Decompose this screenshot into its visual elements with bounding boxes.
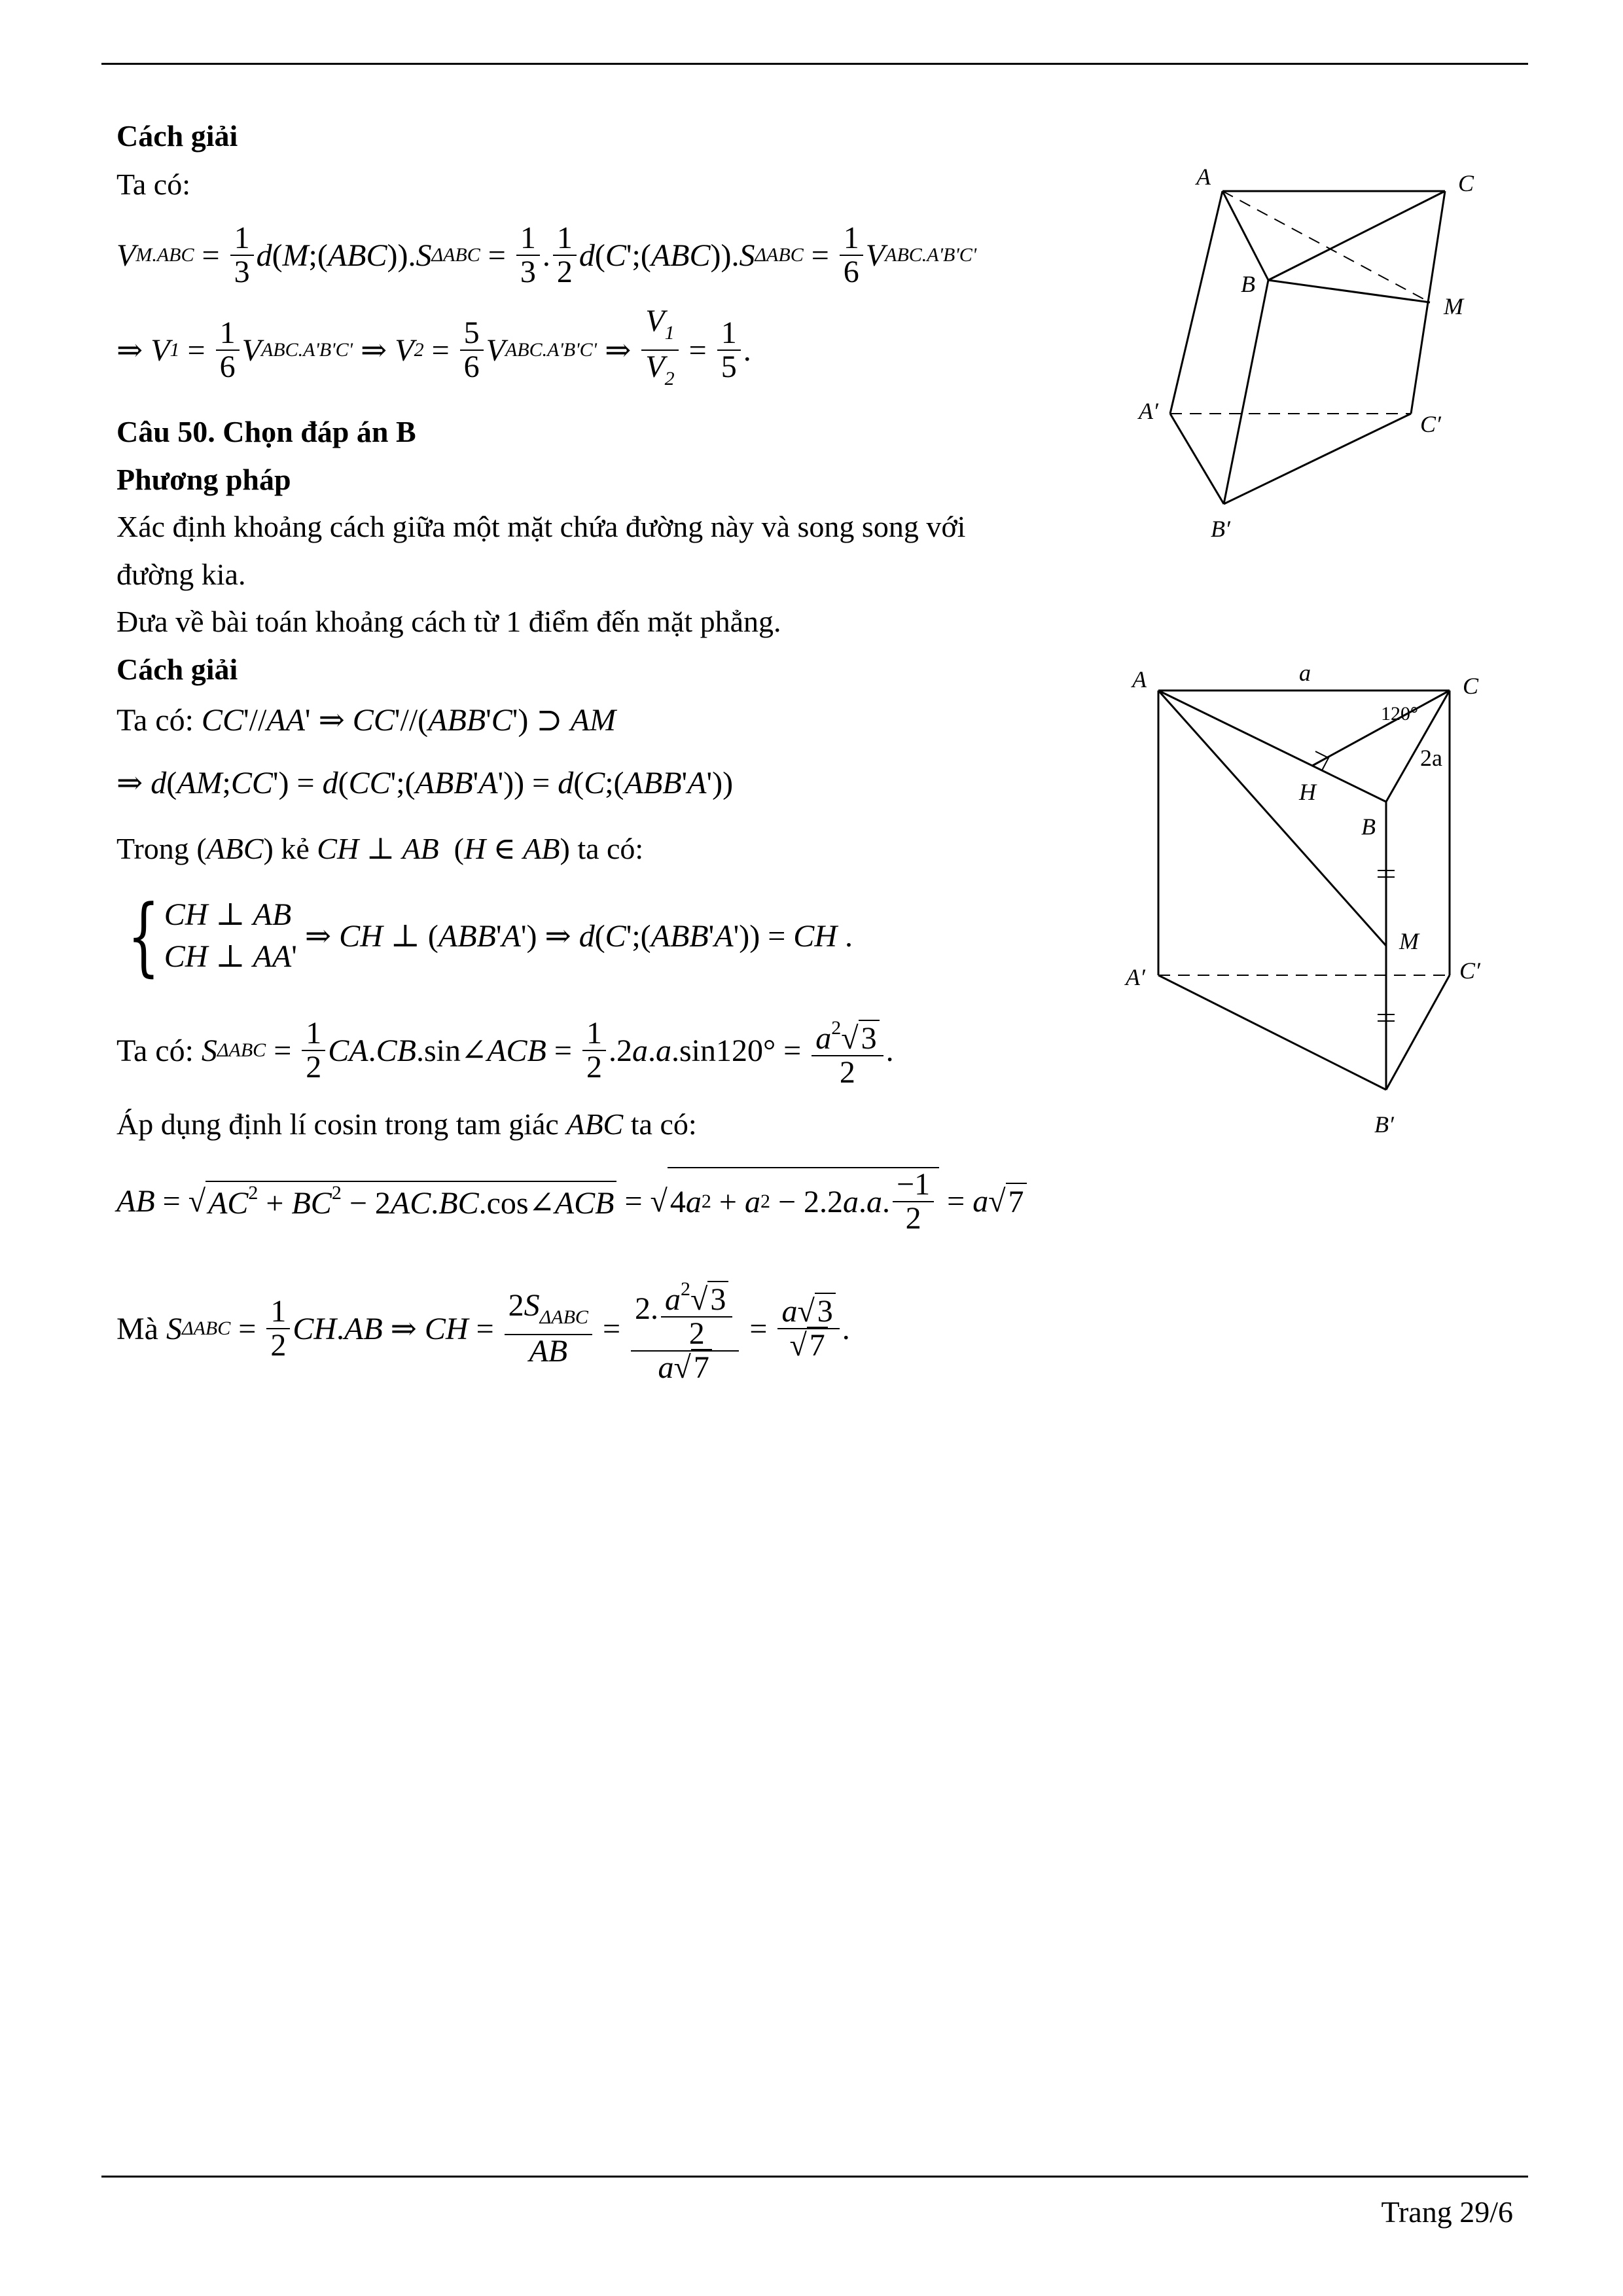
fig2-label-A: A (1132, 666, 1147, 692)
fig1-label-C: C (1458, 170, 1474, 196)
cosine-line (116, 1105, 697, 1144)
equation-volume-mabc: V M.ABC = $\frac{1}{3}$ d ( M ;( ABC )). S ΔABC = $\frac{1}{3}$ . $\frac{1}{2}$ d ( C ';( ABC )). S ΔABC = $\frac{1}{6}$ V ABC.A'B'C' (116, 221, 977, 289)
fig2-label-M: M (1399, 928, 1419, 954)
fig1-label-B-prime: B′ (1211, 516, 1230, 542)
page-number: Trang 29/6 (1381, 2195, 1513, 2229)
trong-label: Trong (116, 831, 189, 865)
solution-heading-1: Cách giải (116, 119, 238, 152)
solution-heading-2: Cách giải (116, 653, 238, 686)
cosine-triangle: ABC (566, 1107, 624, 1141)
fig2-label-C: C (1463, 673, 1479, 699)
fig1-label-A: A (1196, 164, 1211, 190)
method-heading: Phương pháp (116, 463, 291, 496)
equation-area: Ta có: S ΔABC = $\frac{1}{2}$ CA . CB .sin∠ ACB = $\frac{1}{2}$ .2 a . a .sin120° = $\frac{a^2√3}{2}$ . (116, 1008, 894, 1093)
ta-co-2: Ta có: (116, 702, 194, 738)
header-rule (101, 63, 1528, 65)
question-title: Câu 50. Chọn đáp án B (116, 415, 416, 448)
fig2-label-angle: 120° (1381, 703, 1418, 725)
method-line-3: Đưa về bài toán khoảng cách từ 1 điểm đến mặt phẳng. (116, 605, 781, 638)
method-line-2: đường kia. (116, 558, 246, 591)
ke-label: kẻ (281, 831, 310, 865)
cosine-text: Áp dụng định lí cosin trong tam giác (116, 1107, 559, 1141)
fig1-label-C-prime: C′ (1420, 411, 1441, 437)
equation-distance: ⇒ d ( AM ; CC ') = d ( CC ';( ABB ' A ')) = d ( C ;( ABB ' A ')) (116, 765, 734, 800)
fig1-label-M: M (1444, 293, 1463, 319)
fig2-label-B-prime: B′ (1374, 1111, 1394, 1138)
fig1-label-A-prime: A′ (1139, 398, 1158, 424)
fig2-label-2a: 2a (1420, 745, 1442, 771)
fig2-label-B: B (1361, 814, 1376, 840)
trong-line: Trong ( ABC ) kẻ CH ⊥ AB ( H ∈ AB ) ta có: (116, 831, 644, 865)
equation-ratio: ⇒ V 1 = $\frac{1}{6}$ V ABC.A'B'C' ⇒ V 2 = $\frac{5}{6}$ V ABC.A'B'C' ⇒ $\frac{V_1}{V_2}$ = $\frac{1}{5}$ . (116, 304, 751, 389)
fig2-label-a: a (1299, 660, 1311, 686)
ta-co-suffix: ta có: (577, 831, 644, 865)
figure-prism-2 (1113, 655, 1544, 1165)
method-line-1: Xác định khoảng cách giữa một mặt chứa đường này và song song với (116, 510, 966, 543)
footer-rule (101, 2176, 1528, 2178)
equation-ch: Mà S ΔABC = $\frac{1}{2}$ CH . AB ⇒ CH = $\frac{2S_{\Delta ABC}}{AB}$ = 2. $\frac{a^2√3}{2}$ a√7 = $\frac{a√3}{√7}$ . (116, 1266, 850, 1391)
equation-system: { CH ⊥ AB CH ⊥ AA' ⇒ CH ⊥ ( ABB ' A ') ⇒ d ( C ';( ABB ' A ')) = CH . (127, 886, 853, 986)
equation-parallel: Ta có: CC '// AA ' ⇒ CC '//( ABB ' C ') ⊃ AM (116, 702, 616, 738)
figure-prism-1 (1113, 151, 1544, 556)
fig2-label-H: H (1299, 779, 1316, 805)
ta-co-3: Ta có: (116, 1033, 194, 1068)
fig1-label-B: B (1241, 271, 1255, 297)
ta-co-1: Ta có: (116, 168, 191, 201)
fig2-label-C-prime: C′ (1459, 958, 1480, 984)
cosine-suffix: ta có: (630, 1107, 697, 1141)
fig2-label-A-prime: A′ (1126, 964, 1145, 990)
ma-label: Mà (116, 1311, 158, 1346)
equation-ab: AB = √ $AC^2 + BC^2$ − 2AC.BC.cos∠ACB = √ 4 a 2 + a 2 − 2.2 a . a . $\frac{-1}{2}$ = a √ 7 (116, 1158, 1027, 1244)
